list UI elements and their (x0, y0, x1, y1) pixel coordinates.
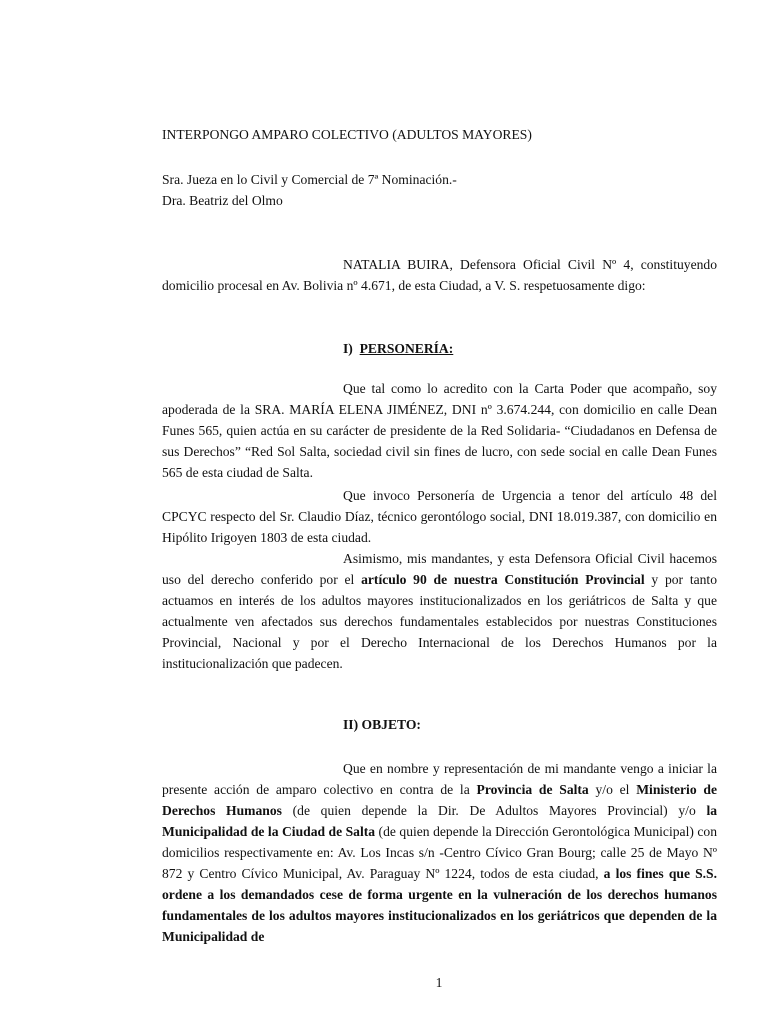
section-heading-objeto: II) OBJETO: (343, 717, 421, 732)
text-run: (de quien depende la Dirección Gerontológica Municipal) con domicilios respectivamente en: Av. Los Incas s/n -Centro Cívico Gran Bourg; calle 25 de Mayo Nº 872 y Centro Cívico Municipal, Av. Paraguay Nº 1224, todos de esta ciudad, (162, 824, 717, 881)
addressee-judge: Dra. Beatriz del Olmo (162, 193, 283, 208)
objeto-paragraph (162, 758, 717, 947)
text-run: y por tanto actuamos en interés de los adultos mayores institucionalizados en los geriátricos de Salta y que actualmente ven afectados sus derechos fundamentales establecidos por nuestras Constituciones Provincial, Nacional y por el Derecho Internacional de los Derechos Humanos por la institucionalización que padecen. (162, 572, 718, 671)
section-heading-personeria (343, 340, 453, 358)
document-title: INTERPONGO AMPARO COLECTIVO (ADULTOS MAYORES) (162, 127, 532, 142)
section-number: I) (343, 341, 353, 356)
personeria-paragraph-2: Que invoco Personería de Urgencia a tenor del artículo 48 del CPCYC respecto del Sr. Claudio Díaz, técnico gerontólogo social, DNI 18.019.387, con domicilio en Hipólito Irigoyen 1803 de esta ciudad. (162, 488, 717, 545)
text-run: y/o el (588, 782, 637, 797)
bold-text-run: a los fines que S.S. ordene a los demandados cese de forma urgente en la vulneración de los derechos humanos fundamentales de los adultos mayores institucionalizados en los geriátricos que dependen de la Municipalidad de (162, 866, 718, 944)
section-label: PERSONERÍA: (359, 341, 454, 356)
intro-paragraph: NATALIA BUIRA, Defensora Oficial Civil Nº 4, constituyendo domicilio procesal en Av. Bolivia nº 4.671, de esta Ciudad, a V. S. respetuosamente digo: (162, 257, 717, 293)
bold-text-run: Provincia de Salta (476, 782, 589, 797)
personeria-paragraph-3 (162, 548, 717, 674)
addressee (162, 169, 722, 211)
text-run: Que en nombre y representación de mi mandante vengo a iniciar la presente acción de amparo colectivo en contra de la (162, 761, 717, 797)
text-run: Asimismo, mis mandantes, y esta Defensora Oficial Civil hacemos uso del derecho conferido por el (162, 551, 717, 587)
addressee-court: Sra. Jueza en lo Civil y Comercial de 7ª Nominación.- (162, 172, 457, 187)
text-run: (de quien depende la Dir. De Adultos Mayores Provincial) y/o (281, 803, 707, 818)
bold-text-run: artículo 90 de nuestra Constitución Provincial (361, 572, 645, 587)
page-number: 1 (435, 975, 443, 990)
bold-text-run: la Municipalidad de la Ciudad de Salta (162, 803, 718, 839)
bold-text-run: Ministerio de Derechos Humanos (162, 782, 717, 818)
personeria-paragraph-1: Que tal como lo acredito con la Carta Poder que acompaño, soy apoderada de la SRA. MARÍA ELENA JIMÉNEZ, DNI nº 3.674.244, con domicilio en calle Dean Funes 565, quien actúa en su carácter de presidente de la Red Solidaria- “Ciudadanos en Defensa de sus Derechos” “Red Sol Salta, sociedad civil sin fines de lucro, con sede social en calle Dean Funes 565 de esta ciudad de Salta. (162, 381, 717, 480)
